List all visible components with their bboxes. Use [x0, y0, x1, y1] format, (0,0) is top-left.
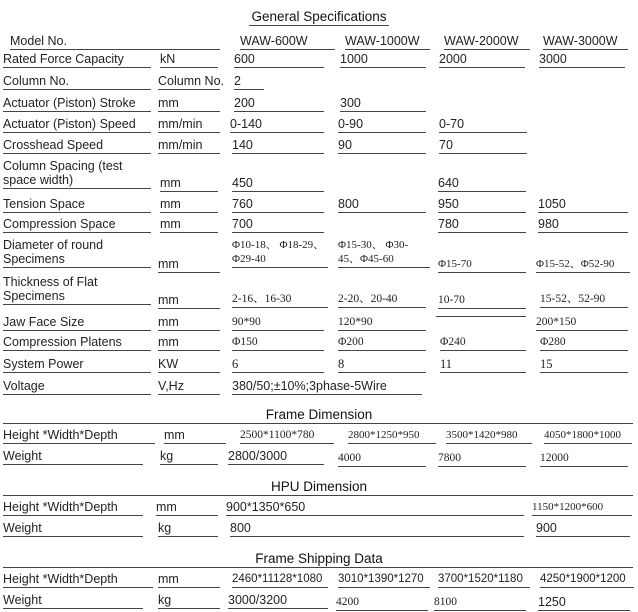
- general-spec-title: [0, 9, 638, 26]
- row-value-4: 4050*1800*1000: [544, 428, 632, 444]
- row-value-3: [436, 315, 526, 317]
- row-value-3: 70: [439, 138, 527, 154]
- row-value-4: 1250: [538, 595, 630, 611]
- row-unit: mm/min: [158, 138, 220, 154]
- row-label: Weight: [3, 521, 143, 537]
- row-label: Crosshead Speed: [3, 138, 151, 154]
- row-value-1: 900*1350*650: [226, 500, 524, 516]
- row-label: Actuator (Piston) Stroke: [3, 96, 151, 112]
- row-label: Column No.: [3, 74, 151, 90]
- row-value-4: 15: [540, 357, 628, 373]
- row-label: Height *Width*Depth: [3, 500, 143, 516]
- row-unit: mm: [158, 96, 220, 112]
- row-unit: kN: [160, 52, 218, 68]
- row-value-2: 0-90: [338, 117, 426, 133]
- row-value-2: 8: [338, 357, 426, 373]
- row-value-2: 90: [338, 138, 426, 154]
- row-unit: mm: [164, 428, 226, 444]
- shipping-data-title-text: Frame Shipping Data: [255, 551, 383, 566]
- row-label: Height *Width*Depth: [3, 572, 153, 588]
- row-value-3: 780: [438, 217, 526, 233]
- row-unit: mm/min: [158, 117, 220, 133]
- row-label: Compression Space: [3, 217, 151, 233]
- row-value-3: 7800: [438, 451, 526, 467]
- row-label: Height *Width*Depth: [3, 428, 155, 444]
- row-unit: kg: [158, 521, 218, 537]
- row-value-1: 2460*11128*1080: [232, 572, 328, 588]
- row-value-3: 11: [440, 357, 526, 373]
- row-unit: mm: [158, 257, 220, 273]
- row-value-4: 3000: [539, 52, 625, 68]
- row-label: Tension Space: [3, 197, 151, 213]
- row-value-1: 200: [234, 96, 324, 112]
- row-label: Compression Platens: [3, 335, 151, 351]
- row-unit: mm: [160, 217, 218, 233]
- row-value-2: 800: [338, 197, 426, 213]
- row-value-2: 1000: [340, 52, 426, 68]
- row-value-3: 10-70: [438, 293, 526, 309]
- row-unit: mm: [156, 500, 218, 516]
- row-label: Jaw Face Size: [3, 315, 151, 331]
- row-value-1: 2500*1100*780: [240, 428, 334, 444]
- row-value-2: 300: [340, 96, 426, 112]
- general-header-row: [0, 34, 638, 50]
- row-value-2: 2800*1250*950: [348, 428, 436, 444]
- row-unit: mm: [160, 176, 218, 192]
- row-value-1: 380/50;±10%;3phase-5Wire: [232, 379, 422, 395]
- row-value-1: 140: [232, 138, 324, 154]
- row-value-1: 6: [232, 357, 324, 373]
- row-value-3: Φ240: [440, 335, 526, 351]
- row-value-1: 3000/3200: [228, 593, 328, 609]
- model-col-4: WAW-3000W: [543, 34, 628, 50]
- row-label: Thickness of Flat Specimens: [3, 275, 151, 305]
- row-value-1: Φ150: [232, 335, 324, 351]
- row-value-1: 760: [232, 197, 324, 213]
- row-label: Actuator (Piston) Speed: [3, 117, 151, 133]
- row-value-2: 4200: [336, 595, 428, 611]
- row-label: Weight: [3, 449, 143, 465]
- row-value-4: 980: [538, 217, 628, 233]
- row-value-4: 1150*1200*600: [532, 500, 632, 516]
- row-value-4: 12000: [540, 451, 628, 467]
- row-value-2: 3010*1390*1270: [338, 572, 430, 588]
- model-col-1: WAW-600W: [240, 34, 335, 50]
- shipping-data-title: [0, 551, 638, 567]
- row-unit: mm: [158, 335, 220, 351]
- row-value-2: 120*90: [338, 315, 426, 331]
- row-value-3: Φ15-70: [438, 257, 526, 273]
- shipping-divider: [3, 567, 633, 568]
- row-unit: kg: [158, 593, 220, 609]
- hpu-dimension-title: [0, 479, 638, 495]
- row-value-1: 450: [232, 176, 324, 192]
- row-value-1: 600: [234, 52, 324, 68]
- row-value-1: 700: [232, 217, 324, 233]
- model-col-3: WAW-2000W: [444, 34, 530, 50]
- frame-divider: [3, 423, 633, 424]
- row-value-2: 2-20、20-40: [338, 292, 426, 308]
- row-unit: mm: [158, 293, 220, 309]
- row-unit: mm: [158, 572, 220, 588]
- row-value-1: 2800/3000: [228, 449, 324, 465]
- row-unit: Column No.: [158, 74, 224, 88]
- row-value-4: Φ15-52、Φ52-90: [536, 257, 630, 273]
- row-unit: V,Hz: [158, 379, 220, 395]
- row-label: Column Spacing (test space width): [3, 159, 151, 189]
- row-value-1: 2-16、16-30: [232, 292, 328, 308]
- model-no-label: Model No.: [10, 34, 220, 50]
- model-col-2: WAW-1000W: [345, 34, 430, 50]
- row-unit: KW: [158, 357, 220, 373]
- row-value-3: 950: [438, 197, 526, 213]
- row-value-1: 800: [230, 521, 524, 537]
- row-value-4: 200*150: [536, 315, 628, 331]
- general-spec-title-text: General Specifications: [251, 9, 387, 24]
- row-value-3: 3700*1520*1180: [438, 572, 530, 588]
- row-value-3: 0-70: [439, 117, 527, 133]
- frame-dimension-title-text: Frame Dimension: [265, 407, 373, 422]
- row-label: Weight: [3, 593, 143, 609]
- row-label: Voltage: [3, 379, 151, 395]
- row-unit: mm: [158, 315, 220, 331]
- row-value-2: Φ15-30、 Φ30-45、Φ45-60: [338, 238, 430, 268]
- row-value-4: 4250*1900*1200: [540, 572, 634, 588]
- row-unit: kg: [160, 449, 218, 465]
- row-value-2: 4000: [338, 451, 426, 467]
- row-value-1: Φ10-18、 Φ18-29、Φ29-40: [232, 238, 328, 268]
- row-value-3: 8100: [434, 595, 526, 611]
- hpu-divider: [3, 495, 633, 496]
- row-value-4: Φ280: [540, 335, 628, 351]
- row-value-3: 2000: [439, 52, 525, 68]
- row-label: Rated Force Capacity: [3, 52, 151, 68]
- row-value-2: Φ200: [338, 335, 426, 351]
- row-value-3: 640: [438, 176, 526, 192]
- row-label: System Power: [3, 357, 151, 373]
- row-value-3: 3500*1420*980: [446, 428, 532, 444]
- row-value-4: 1050: [538, 197, 628, 213]
- hpu-dimension-title-text: HPU Dimension: [270, 479, 368, 494]
- row-value-1: 0-140: [230, 117, 324, 133]
- row-value-4: 900: [536, 521, 630, 537]
- row-value-1: 90*90: [232, 315, 324, 331]
- frame-dimension-title: [0, 407, 638, 423]
- row-unit: mm: [160, 197, 218, 213]
- row-value-1: 2: [234, 74, 264, 90]
- row-label: Diameter of round Specimens: [3, 238, 151, 268]
- row-value-4: 15-52、52-90: [540, 292, 628, 308]
